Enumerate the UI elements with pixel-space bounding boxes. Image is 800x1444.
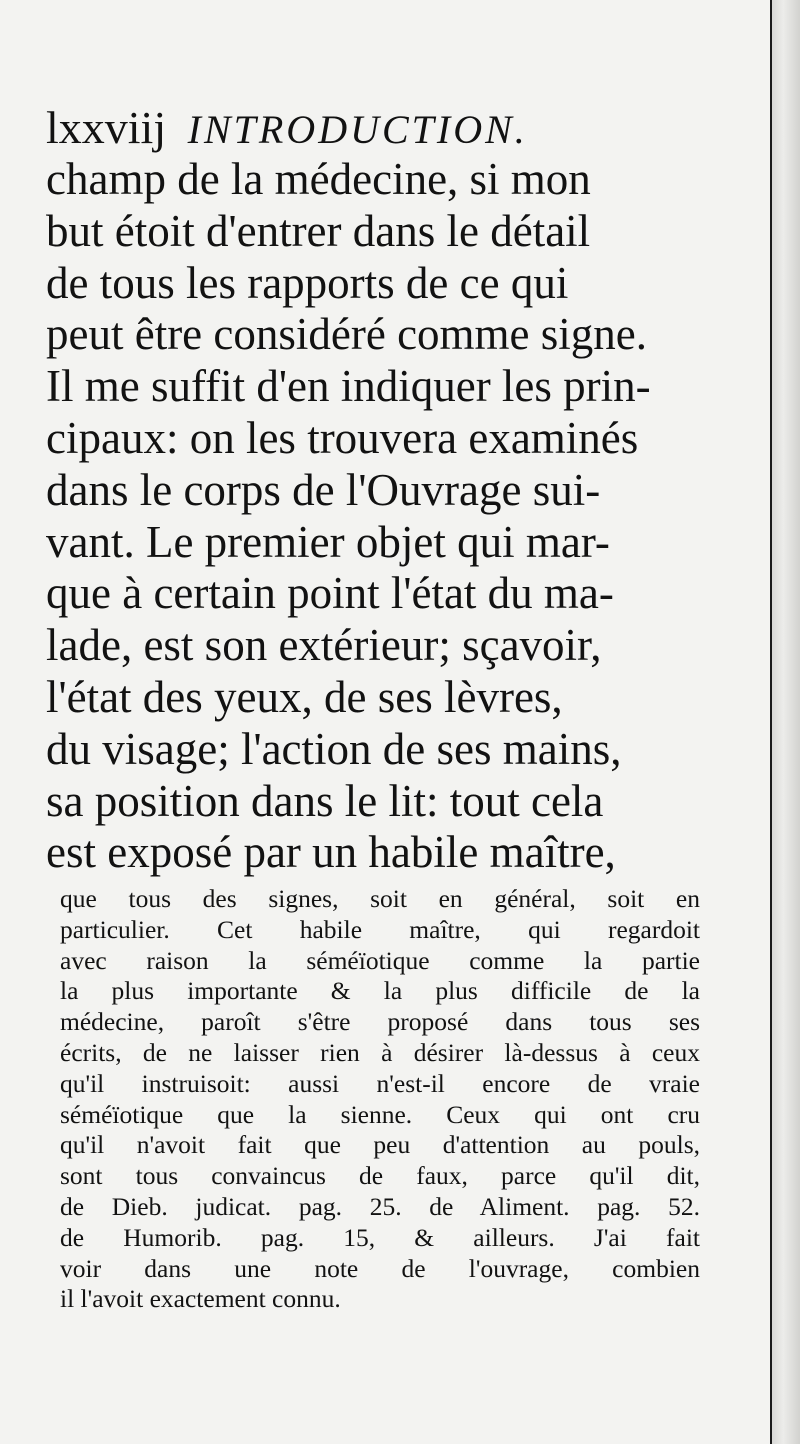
page-number: lxxviij <box>46 102 167 153</box>
text-line: cipaux: on les trouvera examinés <box>46 412 639 463</box>
footnote-line: sont tous convaincus de faux, parce qu'il dit, <box>60 1161 700 1191</box>
text-line: du visage; l'action de ses mains, <box>46 723 622 774</box>
text-line: champ de la médecine, si mon <box>46 154 591 204</box>
text-line: lade, est son extérieur; sçavoir, <box>46 620 602 671</box>
footnote-line: avec raison la séméïotique comme la partie <box>60 945 700 975</box>
text-line: but étoit d'entrer dans le détail <box>46 205 591 256</box>
main-text <box>46 154 696 879</box>
text-line: peut être considéré comme signe. <box>46 309 648 360</box>
page-header <box>46 102 726 156</box>
footnote-line: il l'avoit exactement connu. <box>60 1284 341 1314</box>
footnote-line: de Humorib. pag. 15, & ailleurs. J'ai fait <box>60 1222 700 1252</box>
text-line: que à certain point l'état du ma- <box>46 568 614 619</box>
text-line: l'état des yeux, de ses lèvres, <box>46 671 563 722</box>
book-gutter-edge <box>770 0 800 1444</box>
text-line: Il me suffit d'en indiquer les prin- <box>46 361 651 412</box>
text-line: dans le corps de l'Ouvrage sui- <box>46 464 601 515</box>
text-line: est exposé par un habile maître, <box>46 827 616 878</box>
footnote-line: la plus importante & la plus difficile de la <box>60 976 700 1006</box>
text-line: sa position dans le lit: tout cela <box>46 775 604 826</box>
footnote-line: séméïotique que la sienne. Ceux qui ont cru <box>60 1099 700 1129</box>
footnote-line: qu'il instruisoit: aussi n'est-il encore de vraie <box>60 1068 700 1098</box>
running-title: INTRODUCTION. <box>187 107 528 152</box>
footnote-line: médecine, paroît s'être proposé dans tous ses <box>60 1007 700 1037</box>
footnote-line: particulier. Cet habile maître, qui regardoit <box>60 914 700 944</box>
footnote-line: que tous des signes, soit en général, soit en <box>60 884 700 913</box>
footnote-line: de Dieb. judicat. pag. 25. de Aliment. pag. 52. <box>60 1191 700 1221</box>
footnote <box>60 884 700 1315</box>
text-line: de tous les rapports de ce qui <box>46 257 569 308</box>
text-line: vant. Le premier objet qui mar- <box>46 516 610 567</box>
footnote-line: voir dans une note de l'ouvrage, combien <box>60 1253 700 1283</box>
footnote-line: qu'il n'avoit fait que peu d'attention au pouls, <box>60 1130 700 1160</box>
footnote-line: écrits, de ne laisser rien à désirer là-dessus à ceux <box>60 1037 700 1067</box>
